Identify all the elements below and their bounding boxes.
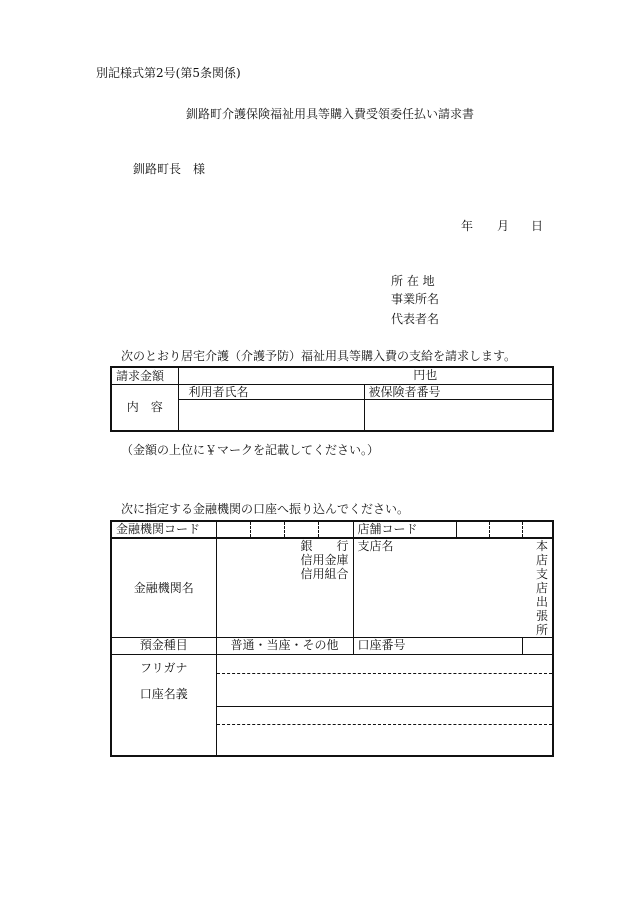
addressee: 釧路町長 様 xyxy=(133,162,206,176)
bank-code-label: 金融機関コード xyxy=(111,521,216,538)
bank-type-kumiai: 信用組合 xyxy=(300,567,349,581)
representative-label: 代表者名 xyxy=(391,312,440,326)
bank-code-digit-2[interactable] xyxy=(250,521,284,538)
holder-separator-line xyxy=(217,706,553,707)
bank-name-label: 金融機関名 xyxy=(111,538,216,638)
date-year-label: 年 xyxy=(461,219,474,233)
bank-code-digit-1[interactable] xyxy=(216,521,250,538)
user-name-label: 利用者氏名 xyxy=(178,384,364,399)
amount-unit: 円也 xyxy=(413,368,438,382)
user-name-field[interactable] xyxy=(178,399,364,431)
account-number-field[interactable] xyxy=(522,638,553,655)
yen-mark-note: （金額の上位に￥マークを記載してください。） xyxy=(121,443,380,457)
branch-type-main: 本 店 xyxy=(535,539,561,567)
holder-guide-line xyxy=(217,724,553,725)
branch-type-sub: 出張所 xyxy=(535,595,548,637)
branch-code-digit-3[interactable] xyxy=(522,521,553,538)
amount-label: 請求金額 xyxy=(111,367,178,384)
account-number-label: 口座番号 xyxy=(353,638,522,655)
insured-number-label: 被保険者番号 xyxy=(364,384,553,399)
document-title: 釧路町介護保険福祉用具等購入費受領委任払い請求書 xyxy=(186,107,475,121)
office-name-label: 事業所名 xyxy=(391,292,440,306)
form-number: 別記様式第2号(第5条関係) xyxy=(96,66,241,80)
bank-table xyxy=(110,520,561,757)
request-statement: 次のとおり居宅介護（介護予防）福祉用具等購入費の支給を請求します。 xyxy=(121,349,517,363)
furigana-label: フリガナ xyxy=(140,661,188,675)
holder-labels xyxy=(111,655,216,757)
claim-table xyxy=(110,366,554,432)
furigana-guide-line xyxy=(217,673,553,674)
deposit-type-label: 預金種目 xyxy=(111,638,216,655)
bank-code-digit-3[interactable] xyxy=(284,521,318,538)
address-label: 所 在 地 xyxy=(391,274,435,288)
bank-type-bank: 銀 行 xyxy=(300,539,349,553)
deposit-type-options[interactable]: 普通・当座・その他 xyxy=(216,638,353,655)
holder-label: 口座名義 xyxy=(139,687,188,701)
branch-type-field xyxy=(522,538,561,638)
bank-name-field[interactable] xyxy=(216,538,353,638)
transfer-statement: 次に指定する金融機関の口座へ振り込んでください。 xyxy=(121,502,410,516)
holder-field[interactable] xyxy=(216,655,553,757)
date-month-label: 月 xyxy=(497,219,510,233)
insured-number-field[interactable] xyxy=(364,399,553,431)
branch-name-label: 支店名 xyxy=(357,539,394,553)
date-day-label: 日 xyxy=(531,219,544,233)
content-label: 内 容 xyxy=(111,384,178,431)
bank-type-shinkin: 信用金庫 xyxy=(300,553,349,567)
branch-code-label: 店舗コード xyxy=(353,521,456,538)
branch-name-field[interactable] xyxy=(353,538,522,638)
bank-code-digit-4[interactable] xyxy=(318,521,353,538)
branch-code-digit-1[interactable] xyxy=(456,521,489,538)
amount-field[interactable] xyxy=(178,367,553,384)
branch-type-branch: 支 店 xyxy=(535,567,561,595)
branch-code-digit-2[interactable] xyxy=(489,521,522,538)
